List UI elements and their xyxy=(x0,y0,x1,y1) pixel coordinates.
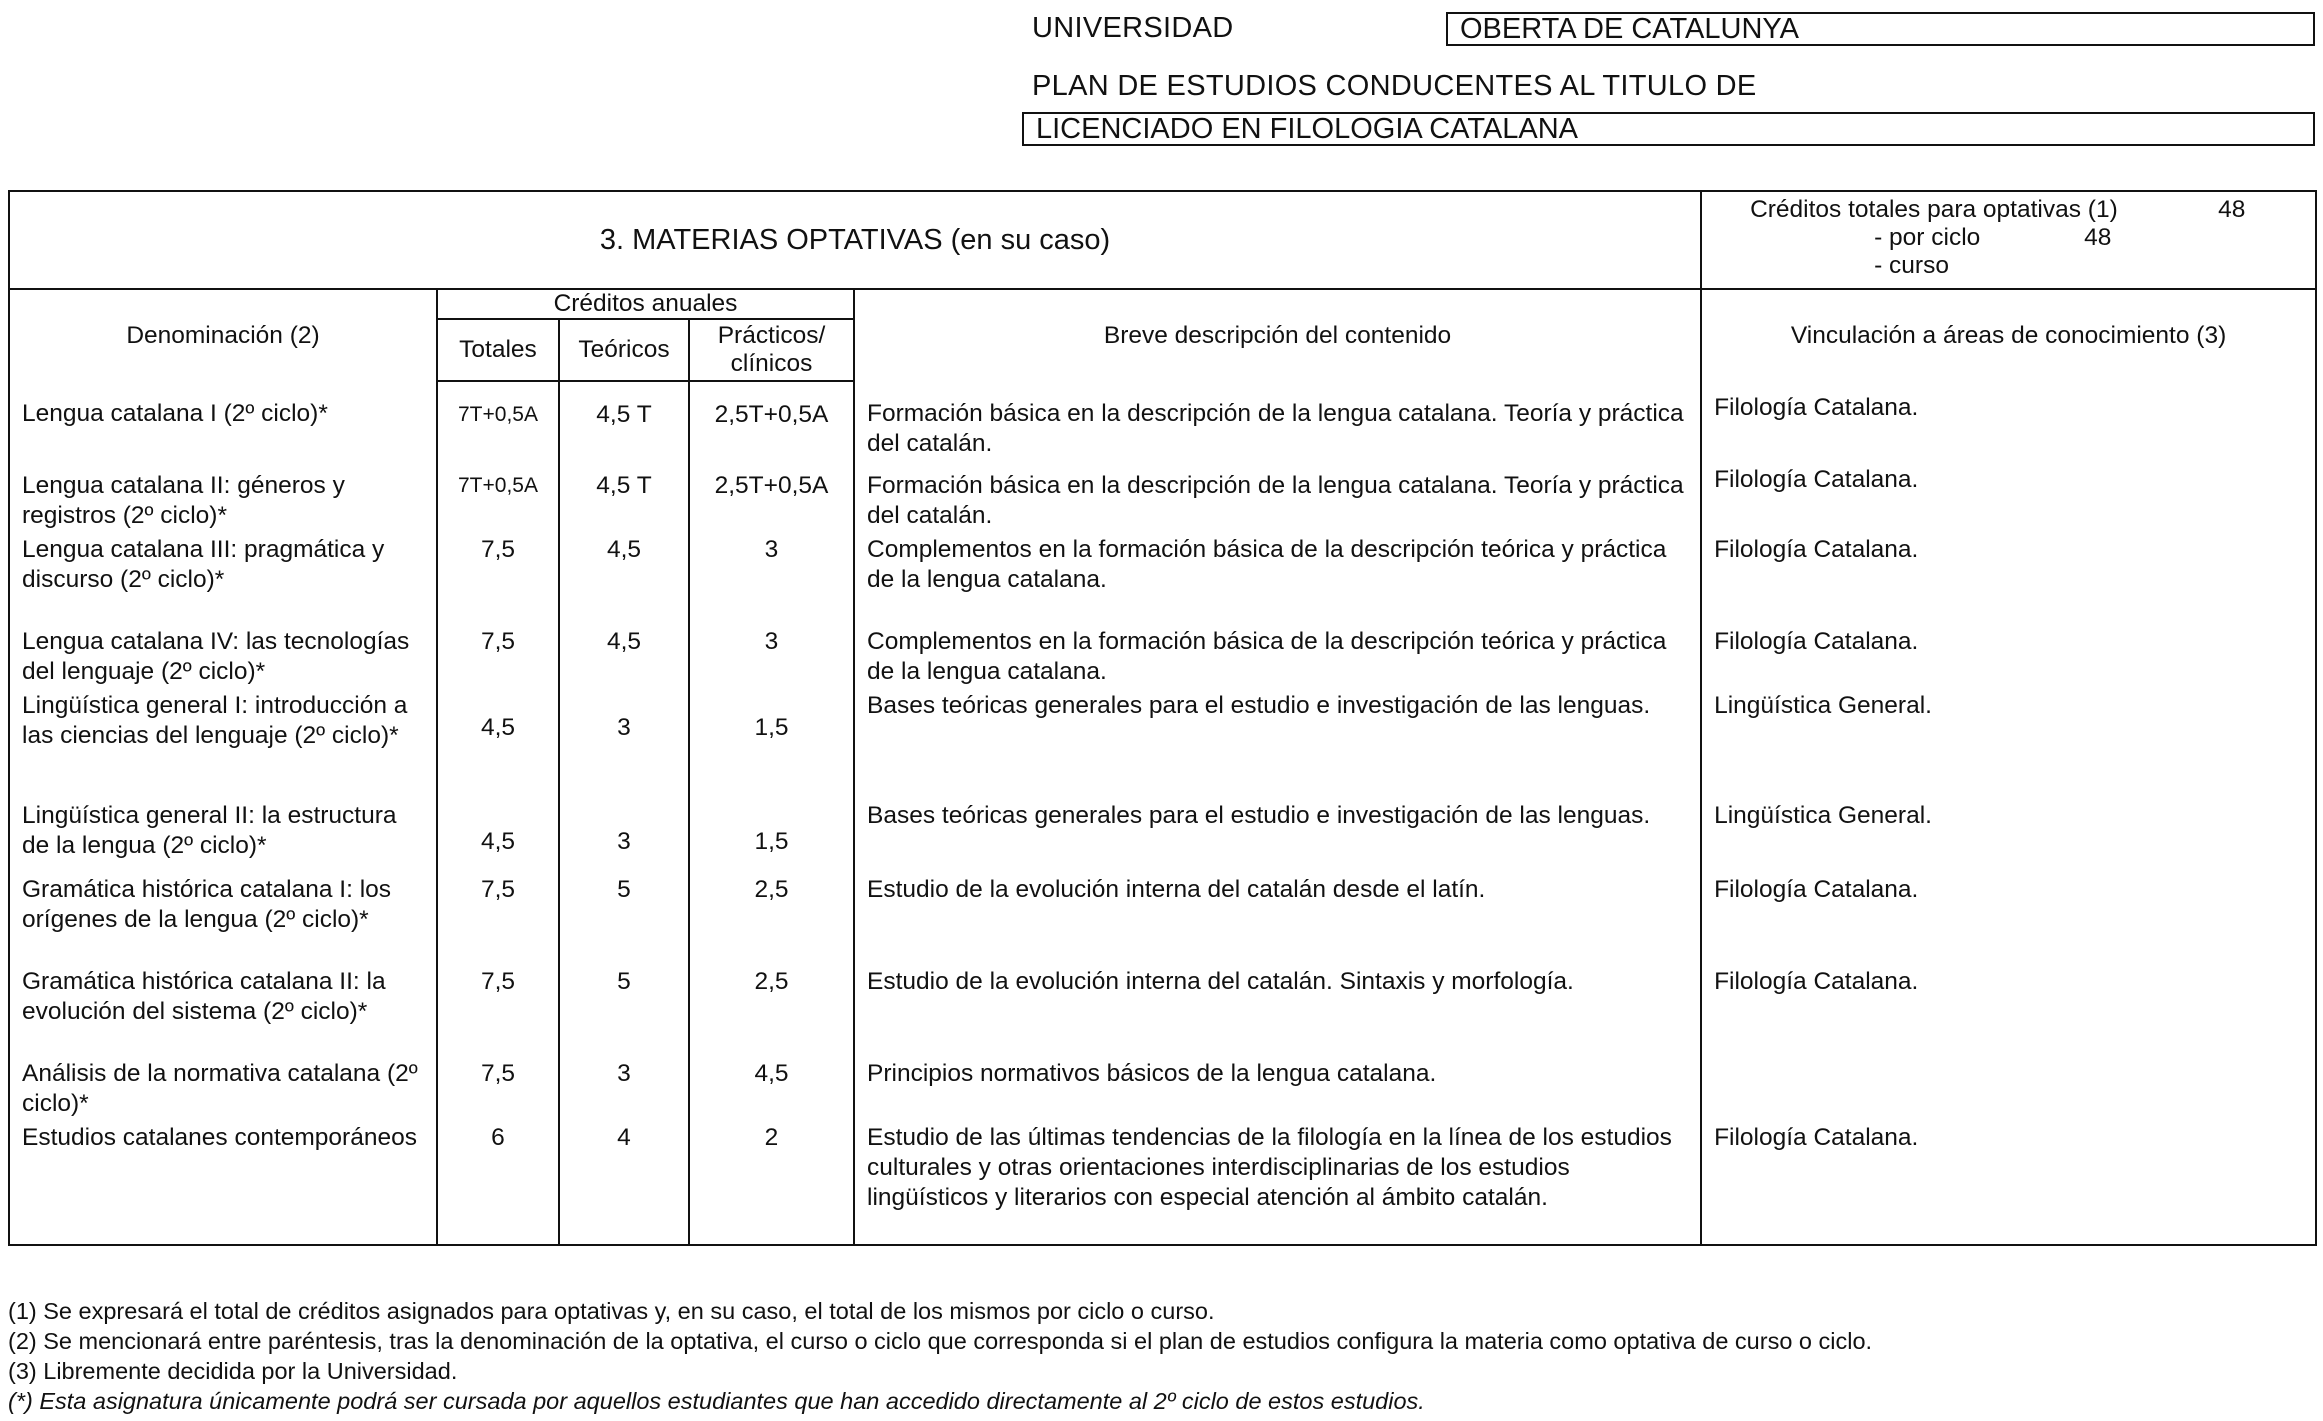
descripcion-cell: Complementos en la formación básica de la descripción teórica y práctica de la lengua catalana. xyxy=(854,623,1701,687)
practicos-cell: 1,5 xyxy=(689,687,854,797)
totales-cell: 6 xyxy=(437,1119,559,1245)
teoricos-cell: 3 xyxy=(559,687,689,797)
practicos-cell: 2,5 xyxy=(689,871,854,963)
table-row xyxy=(9,1055,2316,1119)
totales-cell: 4,5 xyxy=(437,797,559,871)
col-header-denominacion: Denominación (2) xyxy=(9,289,437,381)
col-header-practicos: Prácticos/ clínicos xyxy=(689,319,854,381)
practicos-cell: 2,5T+0,5A xyxy=(689,459,854,531)
totales-cell: 4,5 xyxy=(437,687,559,797)
por-ciclo-label: - por ciclo xyxy=(1874,224,1981,251)
practicos-cell: 2,5T+0,5A xyxy=(689,381,854,459)
denominacion-cell: Lengua catalana II: géneros y registros (2º ciclo)* xyxy=(9,459,437,531)
col-header-vinculacion: Vinculación a áreas de conocimiento (3) xyxy=(1701,289,2316,381)
table-row xyxy=(9,687,2316,797)
descripcion-cell: Estudio de la evolución interna del catalán desde el latín. xyxy=(854,871,1701,963)
vinculacion-cell: Filología Catalana. xyxy=(1701,381,2316,459)
practicos-cell: 3 xyxy=(689,623,854,687)
denominacion-cell: Lengua catalana IV: las tecnologías del lenguaje (2º ciclo)* xyxy=(9,623,437,687)
vinculacion-cell: Filología Catalana. xyxy=(1701,1119,2316,1245)
practicos-cell: 1,5 xyxy=(689,797,854,871)
credits-total-label: Créditos totales para optativas (1) xyxy=(1750,196,2118,223)
col-header-teoricos: Teóricos xyxy=(559,319,689,381)
descripcion-cell: Estudio de la evolución interna del catalán. Sintaxis y morfología. xyxy=(854,963,1701,1055)
table-row xyxy=(9,381,2316,459)
teoricos-cell: 4,5 xyxy=(559,623,689,687)
footnote-3: (3) Libremente decidida por la Universidad. xyxy=(8,1358,458,1384)
vinculacion-cell: Filología Catalana. xyxy=(1701,963,2316,1055)
practicos-cell: 4,5 xyxy=(689,1055,854,1119)
credits-summary xyxy=(1701,191,2316,289)
footnote-2: (2) Se mencionará entre paréntesis, tras la denominación de la optativa, el curso o ciclo que corresponda si el plan de estudios configura la materia como optativa de curso o ciclo. xyxy=(8,1328,1873,1354)
descripcion-cell: Bases teóricas generales para el estudio e investigación de las lenguas. xyxy=(854,687,1701,797)
vinculacion-cell: Filología Catalana. xyxy=(1701,459,2316,531)
denominacion-cell: Lengua catalana III: pragmática y discurso (2º ciclo)* xyxy=(9,531,437,623)
denominacion-cell: Gramática histórica catalana I: los orígenes de la lengua (2º ciclo)* xyxy=(9,871,437,963)
vinculacion-cell xyxy=(1701,1055,2316,1119)
practicos-cell: 3 xyxy=(689,531,854,623)
descripcion-cell: Estudio de las últimas tendencias de la filología en la línea de los estudios culturales y otras orientaciones interdisciplinarias de los estudios lingüísticos y literarios con especial atención al ámbito catalán. xyxy=(854,1119,1701,1245)
vinculacion-cell: Lingüística General. xyxy=(1701,797,2316,871)
table-row xyxy=(9,623,2316,687)
col-header-totales: Totales xyxy=(437,319,559,381)
teoricos-cell: 4,5 T xyxy=(559,381,689,459)
teoricos-cell: 4 xyxy=(559,1119,689,1245)
teoricos-cell: 5 xyxy=(559,871,689,963)
denominacion-cell: Análisis de la normativa catalana (2º ciclo)* xyxy=(9,1055,437,1119)
totales-cell: 7,5 xyxy=(437,623,559,687)
totales-cell: 7,5 xyxy=(437,963,559,1055)
footnote-1: (1) Se expresará el total de créditos asignados para optativas y, en su caso, el total de los mismos por ciclo o curso. xyxy=(8,1298,1215,1324)
plan-label: PLAN DE ESTUDIOS CONDUCENTES AL TITULO DE xyxy=(1032,70,1757,102)
por-ciclo-value: 48 xyxy=(2084,224,2112,251)
teoricos-cell: 5 xyxy=(559,963,689,1055)
col-header-descripcion: Breve descripción del contenido xyxy=(854,289,1701,381)
titulo-value: LICENCIADO EN FILOLOGIA CATALANA xyxy=(1022,112,2315,146)
table-row xyxy=(9,871,2316,963)
table-row xyxy=(9,531,2316,623)
universidad-label: UNIVERSIDAD xyxy=(1032,12,1234,44)
totales-cell: 7T+0,5A xyxy=(437,381,559,459)
footnote-asterisk: (*) Esta asignatura únicamente podrá ser cursada por aquellos estudiantes que han accedido directamente al 2º ciclo de estos estudios. xyxy=(8,1388,1425,1414)
denominacion-cell: Lingüística general I: introducción a las ciencias del lenguaje (2º ciclo)* xyxy=(9,687,437,797)
materias-optativas-table xyxy=(8,190,2317,1246)
vinculacion-cell: Lingüística General. xyxy=(1701,687,2316,797)
vinculacion-cell: Filología Catalana. xyxy=(1701,623,2316,687)
denominacion-cell: Lingüística general II: la estructura de la lengua (2º ciclo)* xyxy=(9,797,437,871)
col-header-creditos-anuales: Créditos anuales xyxy=(437,289,854,319)
teoricos-cell: 4,5 T xyxy=(559,459,689,531)
practicos-cell: 2 xyxy=(689,1119,854,1245)
table-row xyxy=(9,963,2316,1055)
credits-total-value: 48 xyxy=(2218,196,2246,223)
denominacion-cell: Estudios catalanes contemporáneos xyxy=(9,1119,437,1245)
footnotes xyxy=(8,1296,1872,1416)
curso-label: - curso xyxy=(1874,252,1949,279)
totales-cell: 7,5 xyxy=(437,871,559,963)
teoricos-cell: 3 xyxy=(559,797,689,871)
totales-cell: 7,5 xyxy=(437,1055,559,1119)
vinculacion-cell: Filología Catalana. xyxy=(1701,531,2316,623)
table-row xyxy=(9,459,2316,531)
denominacion-cell: Lengua catalana I (2º ciclo)* xyxy=(9,381,437,459)
practicos-cell: 2,5 xyxy=(689,963,854,1055)
section-title: 3. MATERIAS OPTATIVAS (en su caso) xyxy=(9,191,1701,289)
totales-cell: 7,5 xyxy=(437,531,559,623)
descripcion-cell: Formación básica en la descripción de la lengua catalana. Teoría y práctica del catalán. xyxy=(854,381,1701,459)
totales-cell: 7T+0,5A xyxy=(437,459,559,531)
teoricos-cell: 4,5 xyxy=(559,531,689,623)
teoricos-cell: 3 xyxy=(559,1055,689,1119)
vinculacion-cell: Filología Catalana. xyxy=(1701,871,2316,963)
descripcion-cell: Complementos en la formación básica de la descripción teórica y práctica de la lengua catalana. xyxy=(854,531,1701,623)
descripcion-cell: Principios normativos básicos de la lengua catalana. xyxy=(854,1055,1701,1119)
denominacion-cell: Gramática histórica catalana II: la evolución del sistema (2º ciclo)* xyxy=(9,963,437,1055)
descripcion-cell: Formación básica en la descripción de la lengua catalana. Teoría y práctica del catalán. xyxy=(854,459,1701,531)
descripcion-cell: Bases teóricas generales para el estudio e investigación de las lenguas. xyxy=(854,797,1701,871)
table-row xyxy=(9,1119,2316,1245)
table-row xyxy=(9,797,2316,871)
universidad-value: OBERTA DE CATALUNYA xyxy=(1446,12,2315,46)
